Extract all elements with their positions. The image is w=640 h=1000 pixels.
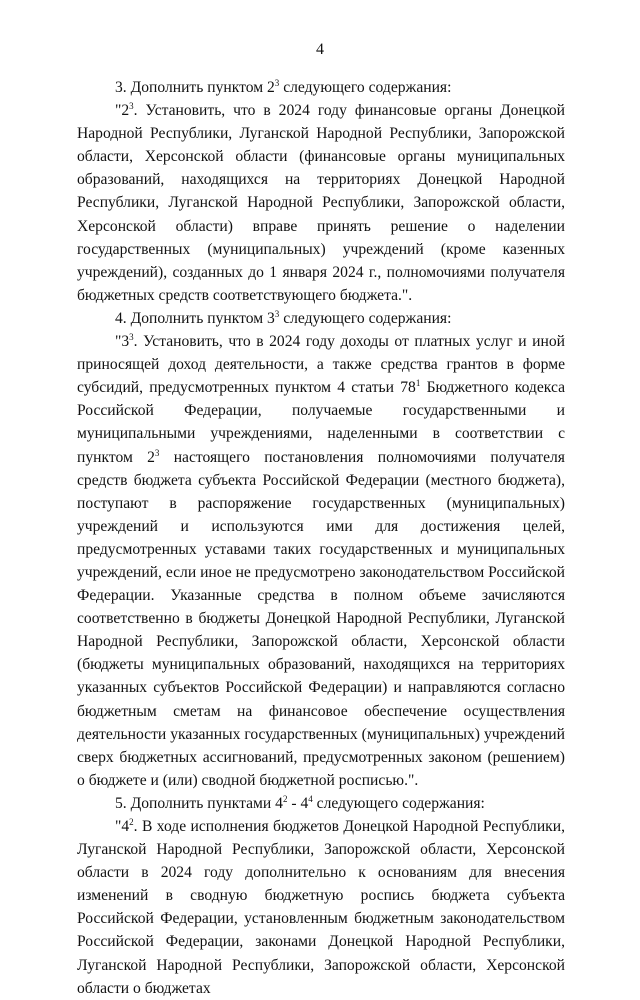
text-run: "2: [115, 102, 130, 120]
superscript: 3: [274, 77, 280, 88]
text-run: . Установить, что в 2024 году доходы от платных услуг и иной приносящей доход деятельности, а также средства грантов в форме субсидий, предусмотренных пунктом 4 статьи 78: [77, 333, 565, 397]
page-number: 4: [316, 41, 324, 58]
paragraph-item-3-intro: [77, 76, 565, 99]
superscript: 3: [274, 308, 280, 319]
text-run: следующего содержания:: [279, 79, 452, 96]
text-run: "3: [115, 333, 130, 351]
text-run: - 4: [287, 794, 309, 812]
text-run: следующего содержания:: [279, 309, 452, 327]
superscript: 3: [129, 100, 134, 111]
superscript: 3: [129, 331, 134, 342]
superscript: 2: [129, 816, 134, 827]
paragraph-point-2-3: [77, 99, 565, 307]
paragraph-item-5-intro: [77, 792, 565, 815]
text-run: Бюджетного кодекса Российской Федерации, получаемые государственными и муниципальными учреждениями, наделенными в соответствии с пунктом 2: [77, 379, 566, 466]
text-run: "4: [115, 818, 130, 835]
text-run: следующего содержания:: [312, 794, 485, 812]
document-body: [77, 76, 565, 1000]
superscript: 4: [308, 793, 313, 804]
text-run: 5. Дополнить пунктами 4: [115, 794, 283, 812]
superscript: 2: [282, 793, 288, 804]
text-run: 3. Дополнить пунктом 2: [115, 79, 275, 96]
text-run: 4. Дополнить пунктом 3: [115, 309, 275, 327]
paragraph-point-3-3: [77, 330, 565, 792]
superscript: 1: [415, 378, 421, 389]
paragraph-point-4-2: [77, 815, 565, 1000]
superscript: 3: [154, 447, 160, 458]
text-run: . В ходе исполнения бюджетов Донецкой Народной Республики, Луганской Народной Республики, Запорожской области, Херсонской области в 2024 году дополнительно к основаниям для внесения изменений в сводную бюджетную роспись бюджета субъекта Российской Федерации, установленным бюджетным законодательством Российской Федерации, законами Донецкой Народной Республики, Луганской Народной Республики, Запорожской области, Херсонской области о бюджетах: [77, 818, 565, 997]
text-run: настоящего постановления полномочиями получателя средств бюджета субъекта Российской Федерации (местного бюджета), поступают в распоряжение государственных (муниципальных) учреждений и используются ими для достижения целей, предусмотренных уставами таких государственных и муниципальных учреждений, если иное не предусмотрено законодательством Российской Федерации. Указанные средства в полном объеме зачисляются соответственно в бюджеты Донецкой Народной Республики, Луганской Народной Республики, Запорожской области, Херсонской области (бюджеты муниципальных образований, находящихся на территориях указанных субъектов Российской Федерации) и направляются согласно бюджетным сметам на финансовое обеспечение осуществления деятельности указанных государственных (муниципальных) учреждений сверх бюджетных ассигнований, предусмотренных законом (решением) о бюджете и (или) сводной бюджетной росписью.".: [77, 448, 566, 789]
text-run: . Установить, что в 2024 году финансовые органы Донецкой Народной Республики, Луганской Народной Республики, Запорожской области, Херсонской области (финансовые органы муниципальных образований, находящихся на территориях Донецкой Народной Республики, Луганской Народной Республики, Запорожской области, Херсонской области) вправе принять решение о наделении государственных (муниципальных) учреждений (кроме казенных учреждений), созданных до 1 января 2024 г., полномочиями получателя бюджетных средств соответствующего бюджета.".: [77, 102, 565, 304]
paragraph-item-4-intro: [77, 307, 565, 330]
